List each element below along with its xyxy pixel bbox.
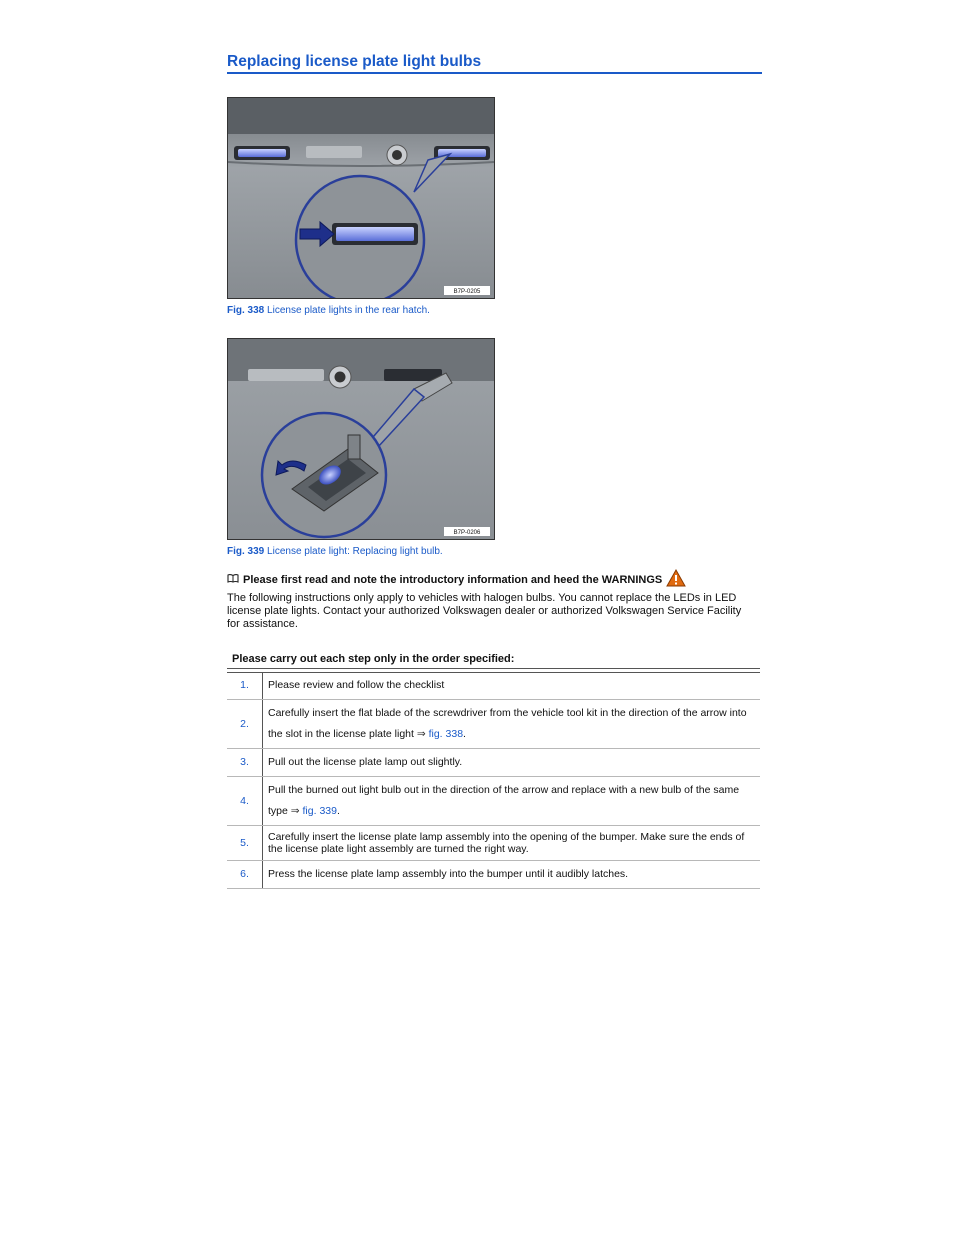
step-number: 5. bbox=[227, 826, 263, 861]
figure-link[interactable]: fig. 338 bbox=[428, 728, 464, 740]
intro-paragraph: The following instructions only apply to vehicles with halogen bulbs. You cannot replace the LEDs in LED license plate lights. Contact your authorized Volkswagen dealer or authorized Volkswagen Service Facility for assistance. bbox=[227, 592, 742, 630]
step-number: 1. bbox=[227, 672, 263, 700]
step-text-tail: . bbox=[336, 805, 340, 817]
step-text: Press the license plate lamp assembly into the bumper until it audibly latches. bbox=[263, 861, 761, 889]
step-number: 3. bbox=[227, 749, 263, 777]
figure-caption-text: License plate lights in the rear hatch. bbox=[267, 305, 430, 316]
figure-338-illustration bbox=[228, 98, 494, 298]
figure-label: Fig. 339 bbox=[227, 546, 265, 557]
figure-caption bbox=[227, 546, 443, 557]
step-text-cell bbox=[263, 777, 761, 826]
step-text: Carefully insert the flat blade of the screwdriver from the vehicle tool kit in the direction of the arrow into the slot in the license plate light bbox=[268, 707, 747, 740]
book-icon bbox=[227, 573, 239, 586]
step-row bbox=[227, 826, 760, 861]
step-text: Pull out the license plate lamp out slightly. bbox=[263, 749, 761, 777]
step-number: 4. bbox=[227, 777, 263, 826]
title-underline bbox=[227, 72, 762, 74]
step-row bbox=[227, 700, 760, 749]
figure-license-plate-lights bbox=[227, 97, 495, 299]
figure-link[interactable]: fig. 339 bbox=[302, 805, 337, 817]
step-text-cell bbox=[263, 700, 761, 749]
figure-339-illustration bbox=[228, 339, 494, 539]
figure-replacing-bulb bbox=[227, 338, 495, 540]
step-number: 6. bbox=[227, 861, 263, 889]
page-title: Replacing license plate light bulbs bbox=[227, 53, 482, 70]
figure-caption bbox=[227, 305, 430, 316]
figure-code: B7P-0206 bbox=[453, 530, 481, 536]
notice-text: Please first read and note the introductory information and heed the WARNINGS bbox=[243, 573, 663, 586]
step-row bbox=[227, 672, 760, 700]
step-row bbox=[227, 749, 760, 777]
steps-heading: Please carry out each step only in the order specified: bbox=[232, 653, 515, 665]
step-row bbox=[227, 861, 760, 889]
step-text-tail: . bbox=[463, 728, 466, 740]
reference-arrow: ⇒ bbox=[290, 805, 300, 817]
steps-table bbox=[227, 672, 760, 889]
step-row bbox=[227, 777, 760, 826]
reference-arrow: ⇒ bbox=[416, 728, 426, 740]
warning-triangle-icon[interactable] bbox=[666, 569, 686, 590]
figure-label: Fig. 338 bbox=[227, 305, 265, 316]
step-text: Pull the burned out light bulb out in the direction of the arrow and replace with a new bulb of the same type bbox=[268, 784, 740, 817]
step-text: Please review and follow the checklist bbox=[263, 672, 761, 700]
step-number: 2. bbox=[227, 700, 263, 749]
figure-caption-text: License plate light: Replacing light bulb. bbox=[267, 546, 443, 557]
step-text: Carefully insert the license plate lamp assembly into the opening of the bumper. Make sure the ends of the license plate light assembly are turned the right way. bbox=[263, 826, 761, 861]
figure-code: B7P-0205 bbox=[453, 289, 481, 295]
warning-notice bbox=[227, 569, 686, 590]
